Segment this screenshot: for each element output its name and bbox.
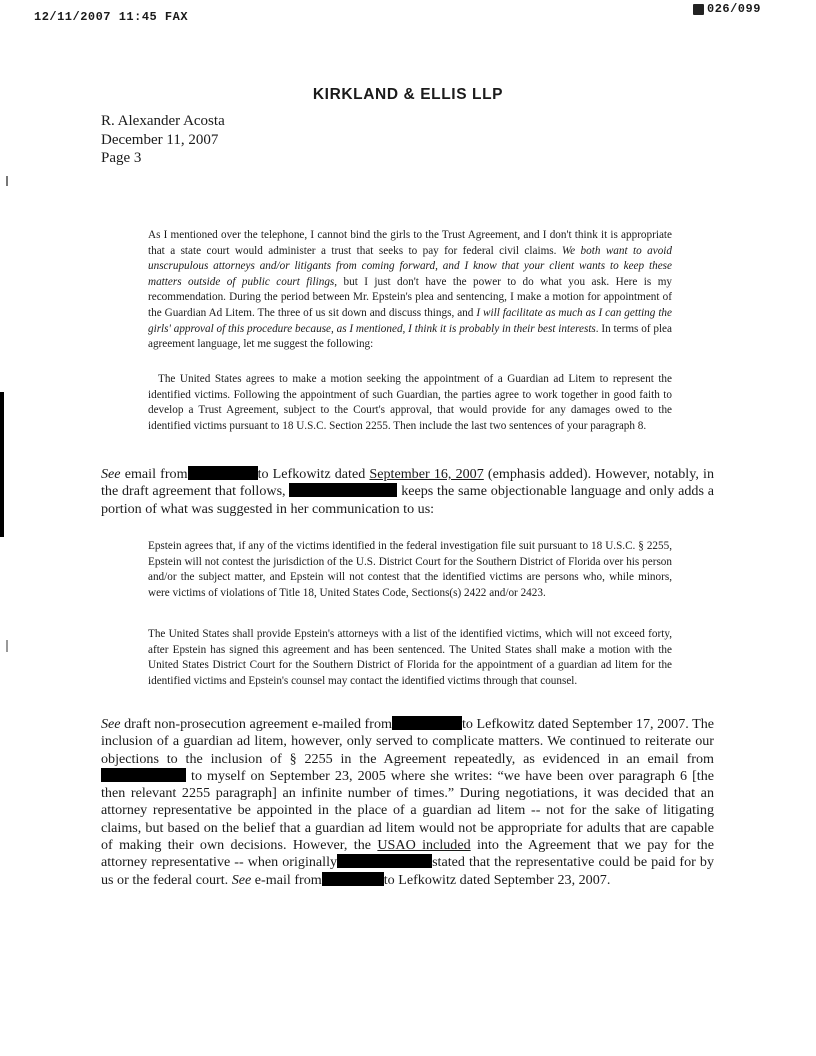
block-quote-2-paragraph-1: Epstein agrees that, if any of the victims identified in the federal investigation file suit pursuant to 18 U.S.C. § 2255, Epstein will not contest the jurisdiction of the U.S. District Court for the Southern District of Florida over his person and/or the subject matter, and Epstein will not contest that the identified victims are persons who, while minors, were victims of violations of Title 18, United States Code, Sections(s) 2422 and/or 2423. xyxy=(148,540,672,599)
block-quote-2-paragraph-2: The United States shall provide Epstein's attorneys with a list of the identified victims, which will not exceed forty, after Epstein has signed this agreement and has been sentenced. The United States shall make a motion with the United States District Court for the Southern District of Florida for the appointment of a guardian ad litem for the identified victims and Epstein's counsel may contact the identified victims through that counsel. xyxy=(148,628,672,687)
redaction-bar xyxy=(322,872,384,886)
block-quote-1-paragraph-1: As I mentioned over the telephone, I cannot bind the girls to the Trust Agreement, and I don't think it is appropriate that a state court would administer a trust that seeks to pay for federal civil claims. We both want to avoid unscrupulous attorneys and/or litigants from coming forward, and I know that your client wants to keep these matters outside of public court filings, but I just don't have the power to do what you ask. Here is my recommendation. During the period between Mr. Epstein's plea and sentencing, I make a motion for appointment of the Guardian Ad Litem. The three of us sit down and discuss things, and I will facilitate as much as I can getting the girls' approval of this procedure because, as I mentioned, I think it is probably in their best interests. In terms of plea agreement language, let me suggest the following: xyxy=(148,229,673,351)
scan-edge-mark xyxy=(0,392,4,537)
fax-header-timestamp: 12/11/2007 11:45 FAX xyxy=(34,10,189,24)
fax-page-counter xyxy=(693,2,761,16)
scan-speck xyxy=(6,176,8,186)
redaction-bar xyxy=(392,716,462,730)
fax-page-icon xyxy=(693,4,704,15)
letter-date: December 11, 2007 xyxy=(101,131,219,148)
addressee-block xyxy=(101,112,225,168)
letterhead: KIRKLAND & ELLIS LLP xyxy=(312,86,504,103)
body-paragraph-2: See draft non-prosecution agreement e-mailed from to Lefkowitz dated September 17, 2007. The inclusion of a guardian ad litem, however, only served to complicate matters. We continued to reiterate our objections to the inclusion of § 2255 in the Agreement repeatedly, as evidenced in an email from to myself on September 23, 2005 where she writes: “we have been over paragraph 6 [the then relevant 2255 paragraph] an infinite number of times.” During negotiations, it was decided that an attorney representative be appointed in the place of a guardian ad litem -- not for the sake of litigating claims, but based on the belief that a guardian ad litem would not be appropriate for adults that are capable of making their own decisions. However, the USAO included into the Agreement that we pay for the attorney representative -- when originally stated that the representative could be paid for by us or the federal court. See e-mail from to Lefkowitz dated September 23, 2007. xyxy=(101,716,715,888)
addressee-name: R. Alexander Acosta xyxy=(101,113,225,129)
redaction-bar xyxy=(188,466,258,480)
page-number: Page 3 xyxy=(101,150,142,166)
redaction-bar xyxy=(289,483,397,497)
redaction-bar xyxy=(101,768,186,782)
scan-speck xyxy=(6,640,8,652)
fax-page-number: 026/099 xyxy=(707,2,761,16)
redaction-bar xyxy=(337,854,432,868)
block-quote-1-paragraph-2: The United States agrees to make a motion seeking the appointment of a Guardian ad Litem to represent the identified victims. Following the appointment of such Guardian, the parties agree to work together in good faith to develop a Trust Agreement, subject to the Court's approval, that would provide for any damages owed to the identified victims pursuant to 18 U.S.C. Section 2255. Then include the last two sentences of your paragraph 8. xyxy=(148,373,672,432)
body-paragraph-1: See email from to Lefkowitz dated September 16, 2007 (emphasis added). However, notably, in the draft agreement that follows, keeps the same objectionable language and only adds a portion of what was suggested in her communication to us: xyxy=(101,466,715,517)
